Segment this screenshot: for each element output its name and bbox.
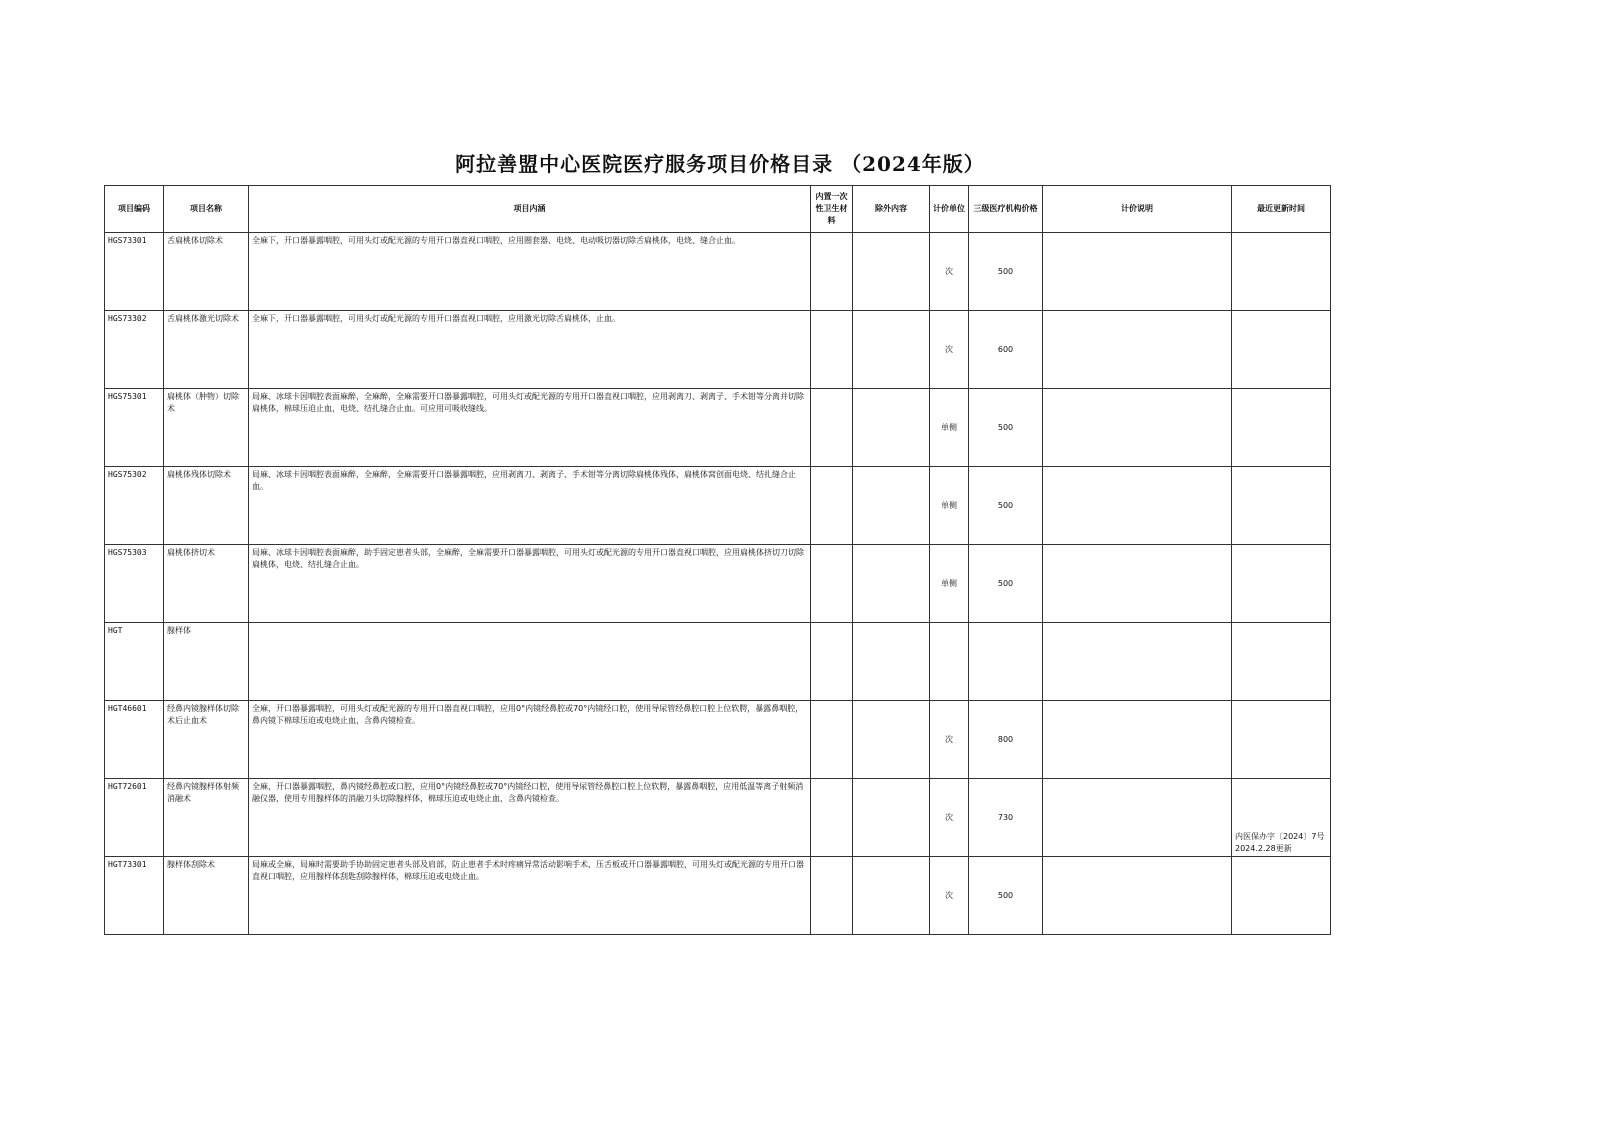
price-table (104, 185, 1331, 935)
cell-exclusions (853, 623, 930, 701)
cell-materials (811, 467, 853, 545)
cell-updated (1232, 467, 1331, 545)
cell-note (1043, 389, 1232, 467)
cell-content: 全麻下，开口器暴露咽腔，可用头灯或配光源的专用开口器直视口咽腔，应用圈套器、电烧、电动吸切器切除舌扁桃体，电烧、缝合止血。 (249, 233, 811, 311)
cell-exclusions (853, 389, 930, 467)
cell-note (1043, 857, 1232, 935)
cell-unit: 次 (930, 857, 969, 935)
cell-name: 腺样体 (164, 623, 249, 701)
cell-price: 500 (969, 857, 1043, 935)
table-row (105, 389, 1331, 467)
cell-materials (811, 701, 853, 779)
cell-materials (811, 389, 853, 467)
cell-price (969, 623, 1043, 701)
cell-code: HGS75301 (105, 389, 164, 467)
cell-name: 扁桃体残体切除术 (164, 467, 249, 545)
table-row (105, 857, 1331, 935)
table-body (105, 233, 1331, 935)
table-row (105, 545, 1331, 623)
cell-content: 局麻或全麻，局麻时需要助手协助固定患者头部及肩部，防止患者手术时疼痛异常活动影响手术，压舌板或开口器暴露咽腔，可用头灯或配光源的专用开口器直视口咽腔，应用腺样体刮匙刮除腺样体，棉球压迫或电烧止血。 (249, 857, 811, 935)
header-unit: 计价单位 (930, 186, 969, 233)
cell-price: 500 (969, 389, 1043, 467)
cell-code: HGT46601 (105, 701, 164, 779)
header-content: 项目内涵 (249, 186, 811, 233)
cell-unit: 单侧 (930, 389, 969, 467)
cell-exclusions (853, 857, 930, 935)
cell-unit: 次 (930, 779, 969, 857)
cell-updated (1232, 233, 1331, 311)
cell-note (1043, 467, 1232, 545)
cell-updated (1232, 701, 1331, 779)
cell-materials (811, 623, 853, 701)
cell-code: HGT73301 (105, 857, 164, 935)
cell-code: HGS73302 (105, 311, 164, 389)
cell-price: 600 (969, 311, 1043, 389)
cell-note (1043, 311, 1232, 389)
table-row (105, 701, 1331, 779)
cell-code: HGS75302 (105, 467, 164, 545)
cell-content: 局麻、冰球卡因咽腔表面麻醉，助手固定患者头部，全麻醉，全麻需要开口器暴露咽腔，可用头灯或配光源的专用开口器直视口咽腔，应用扁桃体挤切刀切除扁桃体，电烧、结扎缝合止血。 (249, 545, 811, 623)
header-note: 计价说明 (1043, 186, 1232, 233)
cell-updated (1232, 623, 1331, 701)
cell-unit: 次 (930, 311, 969, 389)
cell-name: 腺样体刮除术 (164, 857, 249, 935)
cell-exclusions (853, 233, 930, 311)
cell-note (1043, 233, 1232, 311)
cell-materials (811, 311, 853, 389)
header-materials: 内置一次性卫生材料 (811, 186, 853, 233)
cell-materials (811, 857, 853, 935)
cell-price: 730 (969, 779, 1043, 857)
cell-content: 局麻、冰球卡因咽腔表面麻醉，全麻醉，全麻需要开口器暴露咽腔，应用剥离刀、剥离子、手术钳等分离切除扁桃体残体，扁桃体窝创面电烧、结扎缝合止血。 (249, 467, 811, 545)
cell-updated (1232, 389, 1331, 467)
cell-price: 500 (969, 545, 1043, 623)
header-name: 项目名称 (164, 186, 249, 233)
cell-content: 局麻、冰球卡因咽腔表面麻醉，全麻醉，全麻需要开口器暴露咽腔，可用头灯或配光源的专用开口器直视口咽腔，应用剥离刀、剥离子、手术钳等分离并切除扁桃体，棉球压迫止血，电烧、结扎缝合止血。可应用可吸收缝线。 (249, 389, 811, 467)
cell-exclusions (853, 779, 930, 857)
cell-note (1043, 701, 1232, 779)
cell-name: 扁桃体（肿物）切除术 (164, 389, 249, 467)
header-exclusions: 除外内容 (853, 186, 930, 233)
cell-content: 全麻，开口器暴露咽腔，可用头灯或配光源的专用开口器直视口咽腔，应用0°内镜经鼻腔或70°内镜经口腔，使用导尿管经鼻腔口腔上位软腭，暴露鼻咽腔，鼻内镜下棉球压迫或电烧止血，含鼻内镜检查。 (249, 701, 811, 779)
cell-name: 经鼻内镜腺样体切除术后止血术 (164, 701, 249, 779)
cell-updated: 内医保办字〔2024〕7号 2024.2.28更新 (1232, 779, 1331, 857)
cell-name: 扁桃体挤切术 (164, 545, 249, 623)
cell-updated (1232, 857, 1331, 935)
document-title: 阿拉善盟中心医院医疗服务项目价格目录 （2024年版） (455, 152, 985, 176)
cell-updated (1232, 545, 1331, 623)
cell-materials (811, 779, 853, 857)
cell-unit: 单侧 (930, 467, 969, 545)
cell-price: 500 (969, 233, 1043, 311)
cell-materials (811, 545, 853, 623)
cell-exclusions (853, 467, 930, 545)
cell-unit: 单侧 (930, 545, 969, 623)
cell-code: HGS75303 (105, 545, 164, 623)
cell-exclusions (853, 701, 930, 779)
cell-code: HGT (105, 623, 164, 701)
cell-materials (811, 233, 853, 311)
table-row (105, 623, 1331, 701)
cell-note (1043, 545, 1232, 623)
cell-content (249, 623, 811, 701)
cell-updated (1232, 311, 1331, 389)
cell-unit (930, 623, 969, 701)
cell-content: 全麻下，开口器暴露咽腔，可用头灯或配光源的专用开口器直视口咽腔，应用激光切除舌扁桃体，止血。 (249, 311, 811, 389)
cell-content: 全麻，开口器暴露咽腔，鼻内镜经鼻腔或口腔，应用0°内镜经鼻腔或70°内镜经口腔，使用导尿管经鼻腔口腔上位软腭，暴露鼻咽腔，应用低温等离子射频消融仪器，使用专用腺样体的消融刀头切除腺样体，棉球压迫或电烧止血，含鼻内镜检查。 (249, 779, 811, 857)
table-row (105, 233, 1331, 311)
table-row (105, 311, 1331, 389)
cell-name: 舌扁桃体激光切除术 (164, 311, 249, 389)
cell-note (1043, 623, 1232, 701)
cell-name: 经鼻内镜腺样体射频消融术 (164, 779, 249, 857)
cell-note (1043, 779, 1232, 857)
table-row (105, 467, 1331, 545)
cell-price: 500 (969, 467, 1043, 545)
cell-exclusions (853, 311, 930, 389)
cell-name: 舌扁桃体切除术 (164, 233, 249, 311)
cell-unit: 次 (930, 701, 969, 779)
cell-unit: 次 (930, 233, 969, 311)
cell-exclusions (853, 545, 930, 623)
cell-price: 800 (969, 701, 1043, 779)
header-price: 三级医疗机构价格 (969, 186, 1043, 233)
cell-code: HGS73301 (105, 233, 164, 311)
cell-code: HGT72601 (105, 779, 164, 857)
header-row (105, 186, 1331, 233)
header-updated: 最近更新时间 (1232, 186, 1331, 233)
table-row (105, 779, 1331, 857)
header-code: 项目编码 (105, 186, 164, 233)
